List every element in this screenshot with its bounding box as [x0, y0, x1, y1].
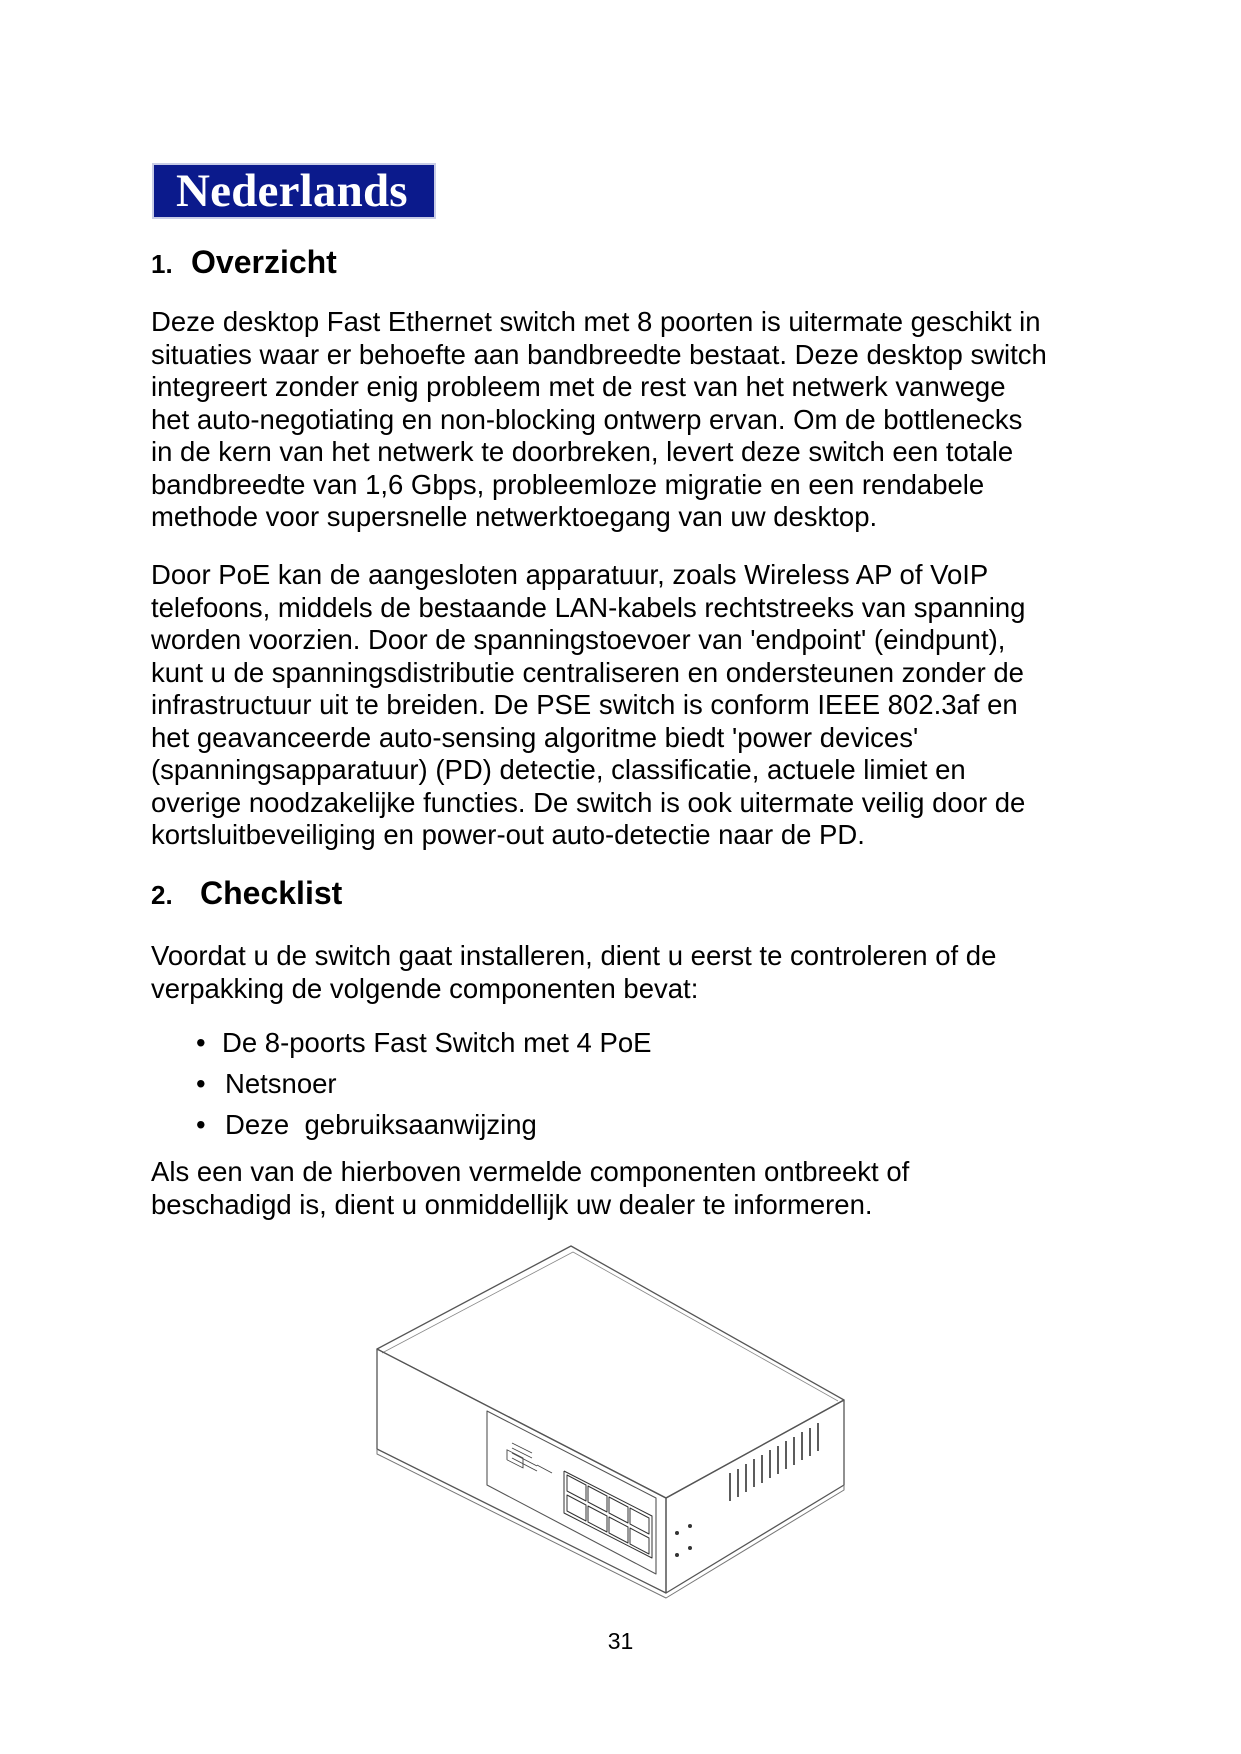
section-number: 1. [151, 249, 173, 279]
bullet-icon: • [196, 1109, 206, 1140]
list-item-text: Deze gebruiksaanwijzing [225, 1109, 537, 1140]
list-item [196, 1068, 651, 1109]
checklist-intro: Voordat u de switch gaat installeren, dient u eerst te controleren of de verpakking de volgende componenten bevat: [151, 940, 997, 1004]
list-item-text: De 8-poorts Fast Switch met 4 PoE [222, 1027, 652, 1058]
list-item-text: Netsnoer [225, 1068, 337, 1099]
switch-top-face [377, 1246, 844, 1498]
port [630, 1508, 649, 1534]
port [588, 1506, 607, 1532]
port [630, 1528, 649, 1554]
front-panel [487, 1411, 656, 1574]
port [567, 1495, 586, 1521]
bullet-icon: • [196, 1027, 206, 1058]
page-number: 31 [607, 1628, 634, 1654]
list-item [196, 1109, 651, 1150]
list-item [196, 1027, 651, 1068]
section-heading-overview [151, 243, 337, 283]
missing-components-note: Als een van de hierboven vermelde componenten ontbreekt of beschadigd is, dient u onmiddellijk uw dealer te informeren. [151, 1156, 910, 1220]
port [609, 1517, 628, 1543]
switch-illustration [372, 1243, 852, 1613]
section-number: 2. [151, 880, 173, 910]
language-banner: Nederlands [152, 163, 436, 219]
port [567, 1475, 586, 1501]
port [588, 1486, 607, 1512]
overview-paragraph: Deze desktop Fast Ethernet switch met 8 poorten is uitermate geschikt in situaties waar er behoefte aan bandbreedte bestaat. Deze desktop switch integreert zonder enig probleem met de rest van het netwerk vanwege het auto-negotiating en non-blocking ontwerp ervan. Om de bottlenecks in de kern van het netwerk te doorbreken, levert deze switch een totale bandbreedte van 1,6 Gbps, probleemloze migratie en een rendabele methode voor supersnelle netwerktoegang van uw desktop. [151, 306, 1047, 532]
bullet-icon: • [196, 1068, 206, 1099]
checklist-items [196, 1027, 651, 1150]
section-title: Checklist [200, 875, 343, 911]
section-title: Overzicht [191, 244, 337, 280]
section-heading-checklist [151, 874, 342, 914]
port [609, 1497, 628, 1523]
poe-paragraph: Door PoE kan de aangesloten apparatuur, zoals Wireless AP of VoIP telefoons, middels de bestaande LAN-kabels rechtstreeks van spanning worden voorzien. Door de spanningstoevoer van 'endpoint' (eindpunt), kunt u de spanningsdistributie centraliseren en ondersteunen zonder de infrastructuur uit te breiden. De PSE switch is conform IEEE 802.3af en het geavanceerde auto-sensing algoritme biedt 'power devices' (spanningsapparatuur) (PD) detectie, classificatie, actuele limiet en overige noodzakelijke functies. De switch is ook uitermate veilig door de kortsluitbeveiliging en power-out auto-detectie naar de PD. [151, 559, 1026, 850]
